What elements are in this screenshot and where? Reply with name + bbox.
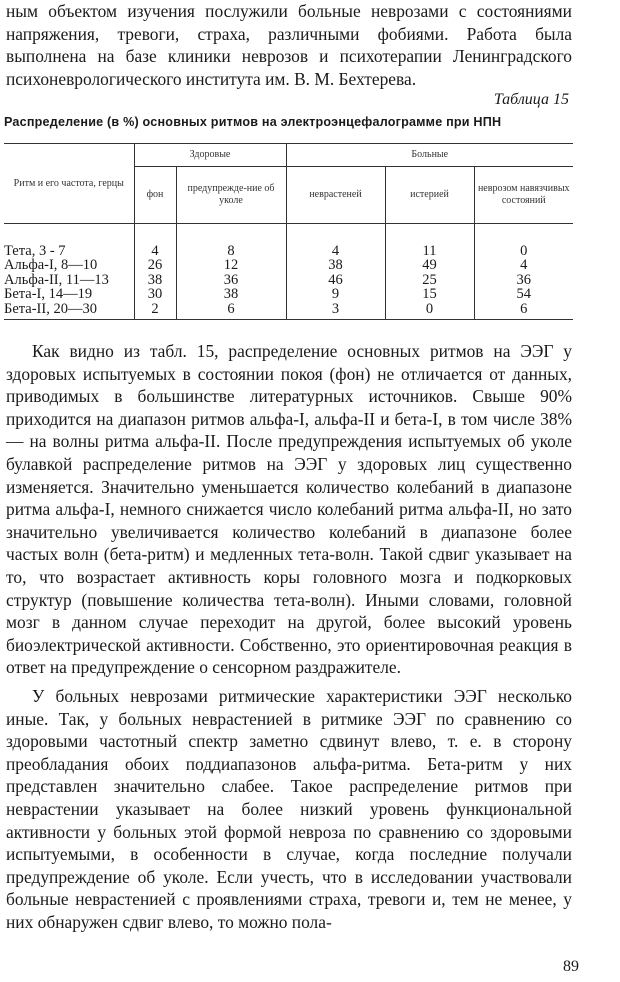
table-row	[4, 224, 573, 259]
table-title: Распределение (в %) основных ритмов на электроэнцефалограмме при НПН	[4, 115, 502, 129]
table-cell: 6	[176, 302, 286, 320]
table-cell: 4	[134, 224, 176, 259]
table-row	[4, 287, 573, 301]
table-row	[4, 273, 573, 287]
table-cell: 0	[385, 302, 474, 320]
column-header: предупрежде-ние об уколе	[176, 167, 286, 224]
table-cell: 38	[176, 287, 286, 301]
table-caption: Таблица 15	[493, 91, 569, 108]
column-header: неврозом навязчивых состояний	[474, 167, 573, 224]
column-header: неврастеней	[286, 167, 385, 224]
row-label: Альфа-I, 8—10	[4, 257, 98, 274]
table-cell: 15	[385, 287, 474, 301]
table-cell: 12	[176, 258, 286, 272]
table-cell: 3	[286, 302, 385, 320]
row-header-label: Ритм и его частота, герцы	[13, 177, 124, 189]
body-paragraph-1: Как видно из табл. 15, распределение основных ритмов на ЭЭГ у здоровых испытуемых в состоянии покоя (фон) не отличается от данных, приводимых в большинстве литературных источников. Свыше 90% приходится на диапазон ритмов альфа-I, альфа-II и бета-I, в том числе 38% — на волны ритма альфа-II. После предупреждения испытуемых об уколе булавкой распределение ритмов на ЭЭГ у здоровых лиц существенно изменяется. Значительно уменьшается количество колебаний в диапазоне ритма альфа-I, немного снижается число колебаний ритма альфа-II, но зато значительно увеличивается количество колебаний в диапазоне более частых волн (бета-ритм) и медленных тета-волн. Такой сдвиг указывает на то, что возрастает активность коры головного мозга и подкорковых структур (повышение количества тета-волн). Иными словами, головной мозг в данном случае переходит на другой, более высокий уровень биоэлектрической активности. Собственно, это ориентировочная реакция в ответ на предупреждение о сенсорном раздражителе.	[6, 341, 572, 678]
group-header-patients: Больные	[286, 144, 573, 167]
table-cell: 9	[286, 287, 385, 301]
table-cell: 6	[474, 302, 573, 320]
table-cell: 30	[134, 287, 176, 301]
eeg-rhythm-table	[4, 143, 573, 320]
table-row	[4, 258, 573, 272]
column-header: фон	[134, 167, 176, 224]
table-cell: 26	[134, 258, 176, 272]
row-label: Бета-II, 20—30	[4, 300, 97, 317]
table-cell: 49	[385, 258, 474, 272]
table-cell: 0	[474, 224, 573, 259]
table-cell: 25	[385, 273, 474, 287]
table-cell: 4	[286, 224, 385, 259]
row-label: Бета-I, 14—19	[4, 286, 93, 303]
intro-paragraph: ным объектом изучения послужили больные неврозами с состояниями напряжения, тревоги, страха, различными фобиями. Работа была выполнена на базе клиники неврозов и психотерапии Ленинградского психоневрологического института им. В. М. Бехтерева.	[6, 1, 572, 89]
table-cell: 8	[176, 224, 286, 259]
row-label: Альфа-II, 11—13	[4, 271, 109, 288]
table-cell: 38	[286, 258, 385, 272]
table-cell: 11	[385, 224, 474, 259]
column-header: истерией	[385, 167, 474, 224]
table-cell: 36	[474, 273, 573, 287]
table-cell: 4	[474, 258, 573, 272]
group-header-healthy: Здоровые	[134, 144, 286, 167]
row-label: Тета, 3 - 7	[4, 243, 66, 259]
table-cell: 38	[134, 273, 176, 287]
table-cell: 2	[134, 302, 176, 320]
page-number: 89	[563, 958, 579, 975]
table-cell: 36	[176, 273, 286, 287]
body-paragraph-2: У больных неврозами ритмические характеристики ЭЭГ несколько иные. Так, у больных неврастенией в ритмике ЭЭГ по сравнению со здоровыми частотный спектр заметно сдвинут влево, т. е. в сторону преобладания обоих поддиапазонов альфа-ритма. Бета-ритм у них представлен значительно слабее. Такое распределение ритмов при неврастении указывает на более низкий уровень функциональной активности у больных этой формой невроза по сравнению со здоровыми испытуемыми, в особенности в случае, когда последние получали предупреждение об уколе. Если учесть, что в исследовании участвовали больные неврастенией с проявлениями страха, тревоги и, тем не менее, у них обнаружен сдвиг влево, то можно пола-	[6, 686, 572, 932]
table-row	[4, 302, 573, 320]
table-cell: 46	[286, 273, 385, 287]
table-cell: 54	[474, 287, 573, 301]
